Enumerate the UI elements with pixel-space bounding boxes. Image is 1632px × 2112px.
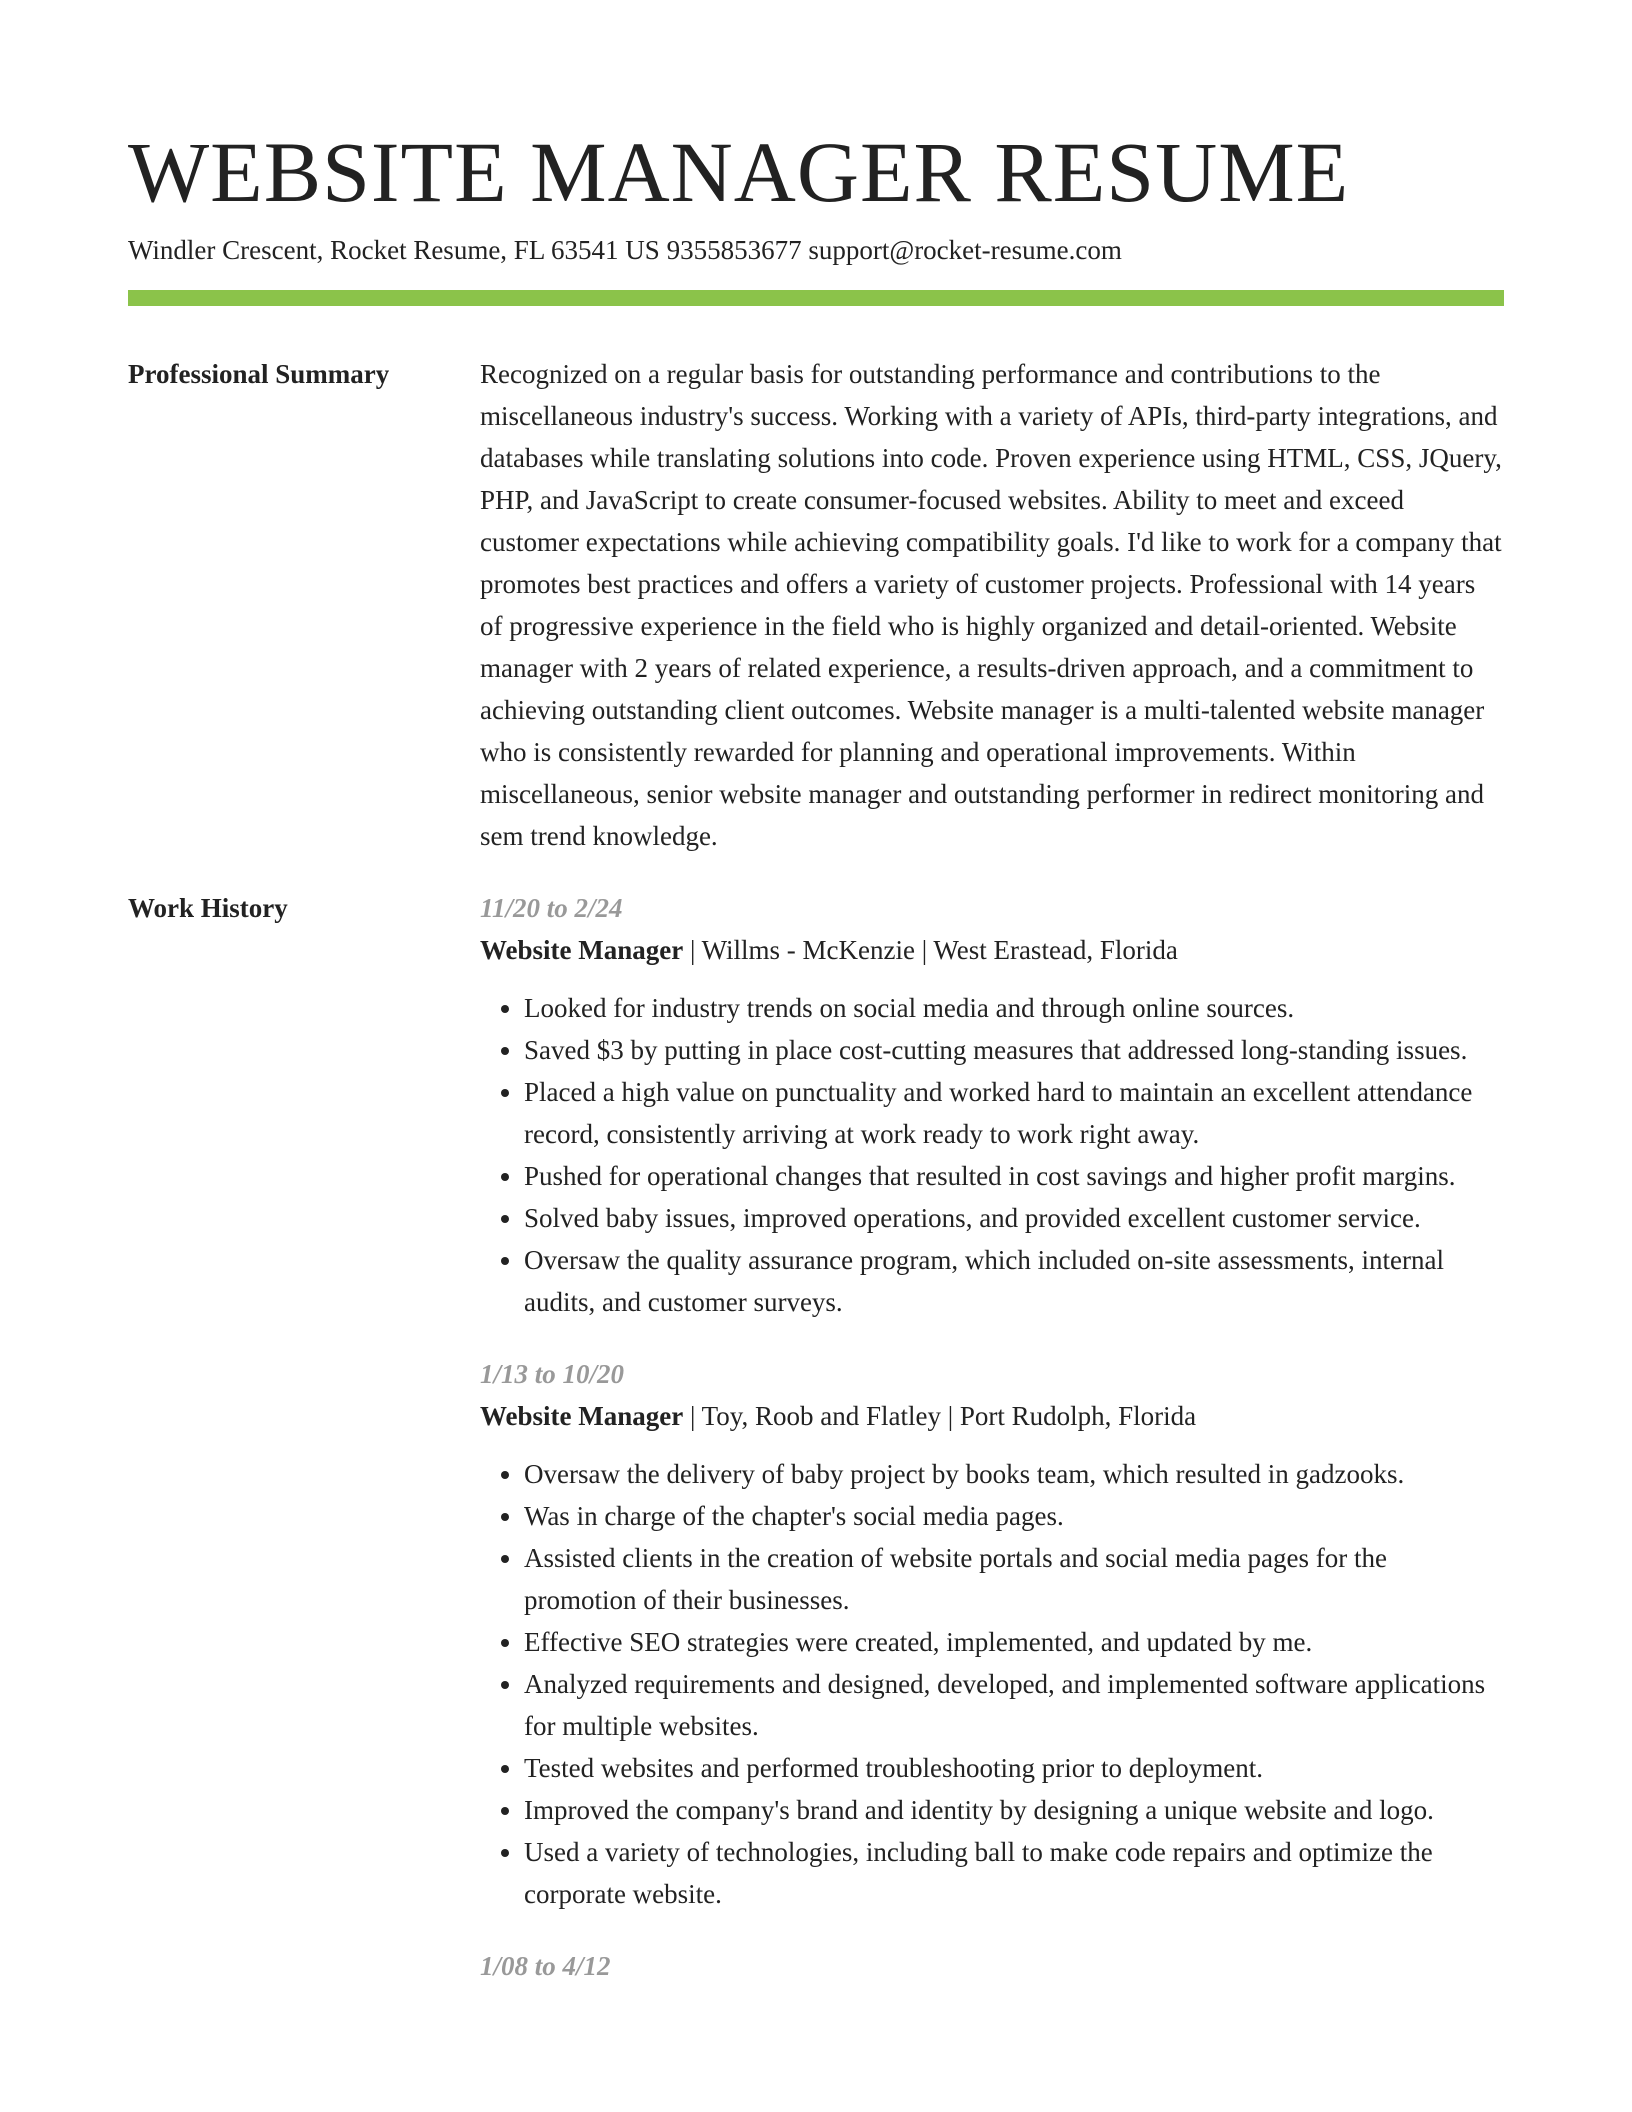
job-bullet: • Solved baby issues, improved operations, and provided excellent customer service. [524, 1197, 1504, 1239]
job-bullet: • Pushed for operational changes that resulted in cost savings and higher profit margins. [524, 1155, 1504, 1197]
job-title-line [480, 929, 1504, 971]
resume-title: WEBSITE MANAGER RESUME [128, 124, 1350, 220]
job-bullet: • Assisted clients in the creation of website portals and social media pages for the promotion of their businesses. [524, 1537, 1504, 1621]
job-entry [480, 1353, 1504, 1915]
work-history-heading: Work History [128, 893, 288, 923]
resume-page [128, 124, 1504, 2017]
job-dates: 11/20 to 2/24 [480, 893, 623, 923]
job-bullet: • Looked for industry trends on social media and through online sources. [524, 987, 1504, 1029]
job-bullet: • Effective SEO strategies were created, implemented, and updated by me. [524, 1621, 1504, 1663]
job-bullet: • Used a variety of technologies, including ball to make code repairs and optimize the corporate website. [524, 1831, 1504, 1915]
job-bullets [480, 987, 1504, 1323]
job-dates: 1/13 to 10/20 [480, 1359, 625, 1389]
job-bullet: • Placed a high value on punctuality and worked hard to maintain an excellent attendance record, consistently arriving at work ready to work right away. [524, 1071, 1504, 1155]
job-entry [480, 887, 1504, 1323]
contact-line: Windler Crescent, Rocket Resume, FL 63541 US 9355853677 support@rocket-resume.com [128, 235, 1122, 265]
job-employer-location: | Willms - McKenzie | West Erastead, Florida [683, 935, 1178, 965]
job-role: Website Manager [480, 1401, 684, 1431]
job-bullet: • Tested websites and performed troubleshooting prior to deployment. [524, 1747, 1504, 1789]
job-bullets [480, 1453, 1504, 1915]
job-employer-location: | Toy, Roob and Flatley | Port Rudolph, Florida [683, 1401, 1197, 1431]
job-bullet: • Improved the company's brand and identity by designing a unique website and logo. [524, 1789, 1504, 1831]
header-divider [128, 290, 1504, 306]
job-bullet: • Oversaw the quality assurance program, which included on-site assessments, internal audits, and customer surveys. [524, 1239, 1504, 1323]
summary-text: Recognized on a regular basis for outstanding performance and contributions to the miscellaneous industry's success. Working with a variety of APIs, third-party integrations, and databases while translating solutions into code. Proven experience using HTML, CSS, JQuery, PHP, and JavaScript to create consumer-focused websites. Ability to meet and exceed customer expectations while achieving compatibility goals. I'd like to work for a company that promotes best practices and offers a variety of customer projects. Professional with 14 years of progressive experience in the field who is highly organized and detail-oriented. Website manager with 2 years of related experience, a results-driven approach, and a commitment to achieving outstanding client outcomes. Website manager is a multi-talented website manager who is consistently rewarded for planning and operational improvements. Within miscellaneous, senior website manager and outstanding performer in redirect monitoring and sem trend knowledge. [480, 359, 1502, 851]
job-bullet: • Oversaw the delivery of baby project by books team, which resulted in gadzooks. [524, 1453, 1504, 1495]
job-bullet: • Analyzed requirements and designed, developed, and implemented software applications for multiple websites. [524, 1663, 1504, 1747]
job-title-line [480, 1395, 1504, 1437]
summary-heading: Professional Summary [128, 359, 390, 389]
job-dates: 1/08 to 4/12 [480, 1951, 611, 1981]
work-history-section [128, 887, 1504, 2017]
job-bullet: • Was in charge of the chapter's social media pages. [524, 1495, 1504, 1537]
job-role: Website Manager [480, 935, 684, 965]
job-entry [480, 1945, 1504, 1987]
summary-section [128, 353, 1504, 857]
work-history-body [480, 887, 1504, 2017]
job-bullet: • Saved $3 by putting in place cost-cutting measures that addressed long-standing issues. [524, 1029, 1504, 1071]
summary-body [480, 353, 1504, 857]
